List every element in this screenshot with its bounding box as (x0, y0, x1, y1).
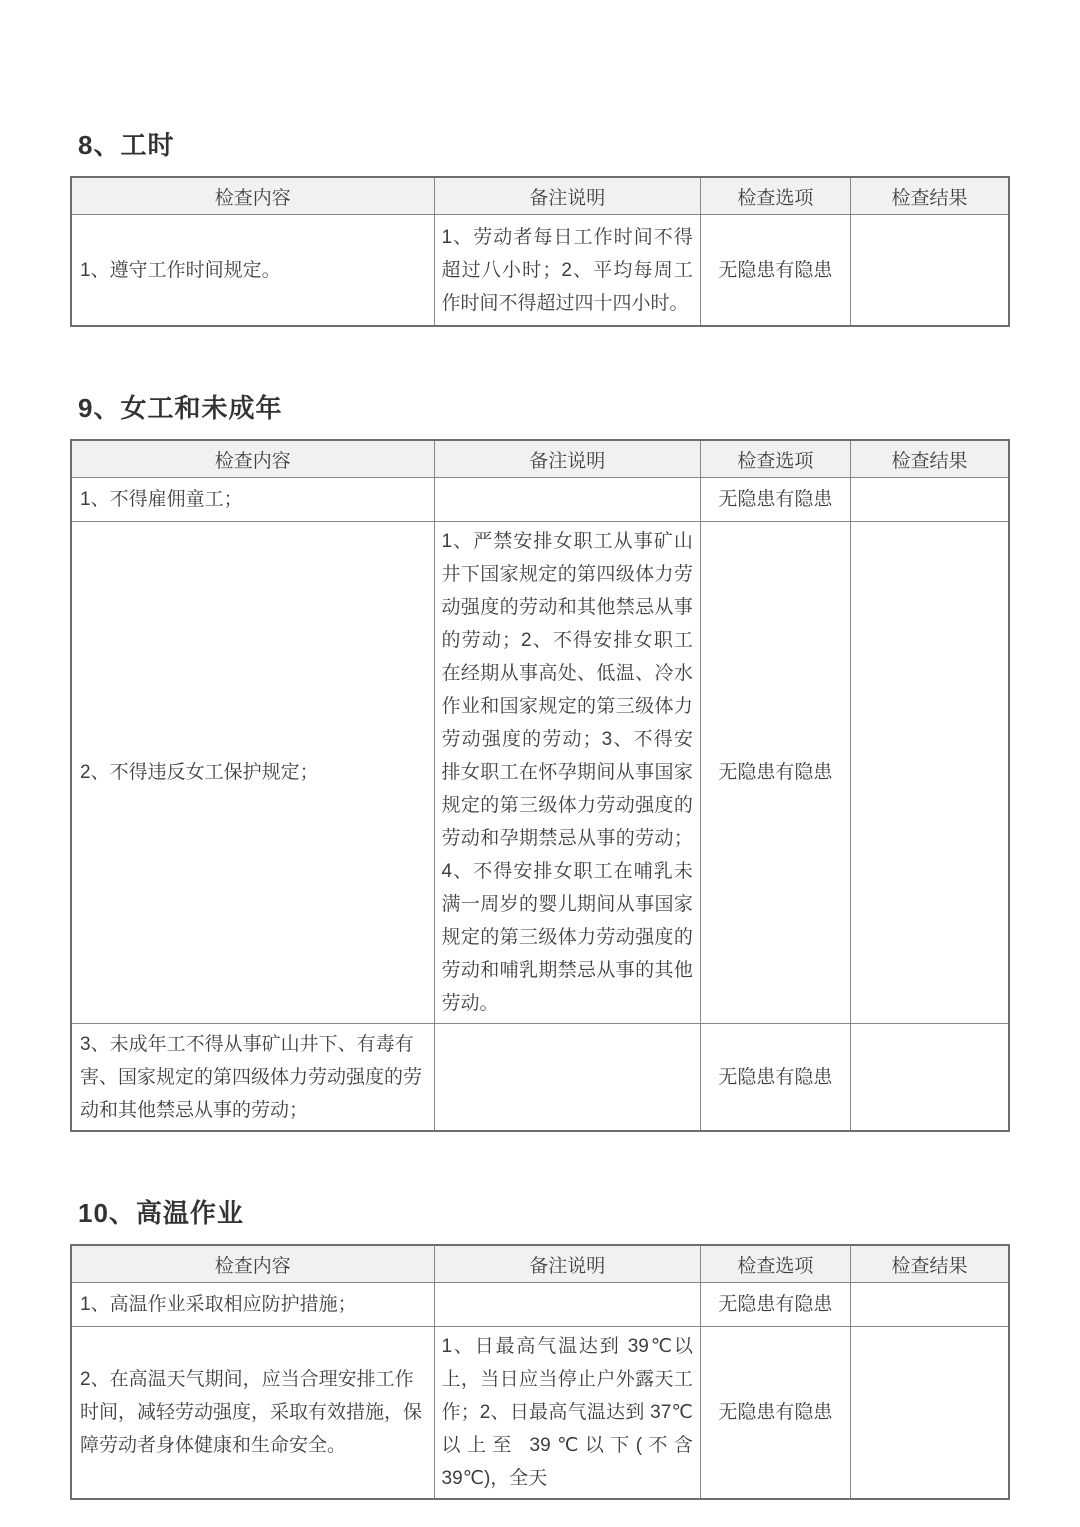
column-header-remark: 备注说明 (434, 440, 700, 478)
cell-options: 无隐患有隐患 (700, 522, 850, 1024)
column-header-result: 检查结果 (850, 440, 1009, 478)
table-row (71, 1024, 1009, 1132)
cell-remark: 1、劳动者每日工作时间不得超过八小时；2、平均每周工作时间不得超过四十四小时。 (434, 215, 700, 327)
table-row (71, 478, 1009, 522)
inspection-table-high-temperature-work (70, 1244, 1010, 1500)
inspection-table-female-and-minor-workers (70, 439, 1010, 1132)
inspection-table-work-hours (70, 176, 1010, 327)
table-row (71, 1283, 1009, 1327)
table-row (71, 522, 1009, 1024)
cell-result (850, 522, 1009, 1024)
cell-result (850, 1024, 1009, 1132)
cell-remark (434, 478, 700, 522)
section-title-high-temperature-work: 10、高温作业 (78, 1198, 244, 1228)
column-header-options: 检查选项 (700, 177, 850, 215)
column-header-result: 检查结果 (850, 1245, 1009, 1283)
cell-content: 2、不得违反女工保护规定； (71, 522, 434, 1024)
cell-result (850, 478, 1009, 522)
column-header-remark: 备注说明 (434, 177, 700, 215)
cell-remark: 1、严禁安排女职工从事矿山井下国家规定的第四级体力劳动强度的劳动和其他禁忌从事的劳动；2、不得安排女职工在经期从事高处、低温、冷水作业和国家规定的第三级体力劳动强度的劳动；3、不得安排女职工在怀孕期间从事国家规定的第三级体力劳动强度的劳动和孕期禁忌从事的劳动；4、不得安排女职工在哺乳未满一周岁的婴儿期间从事国家规定的第三级体力劳动强度的劳动和哺乳期禁忌从事的其他劳动。 (434, 522, 700, 1024)
table-header-row (71, 1245, 1009, 1283)
table-row (71, 215, 1009, 327)
cell-options: 无隐患有隐患 (700, 215, 850, 327)
cell-result (850, 1327, 1009, 1500)
table-header-row (71, 440, 1009, 478)
document-page (70, 0, 1010, 1500)
cell-content: 1、高温作业采取相应防护措施； (71, 1283, 434, 1327)
cell-options: 无隐患有隐患 (700, 1024, 850, 1132)
cell-options: 无隐患有隐患 (700, 478, 850, 522)
column-header-content: 检查内容 (71, 1245, 434, 1283)
cell-content: 3、未成年工不得从事矿山井下、有毒有害、国家规定的第四级体力劳动强度的劳动和其他禁忌从事的劳动； (71, 1024, 434, 1132)
cell-remark (434, 1283, 700, 1327)
cell-options: 无隐患有隐患 (700, 1327, 850, 1500)
column-header-result: 检查结果 (850, 177, 1009, 215)
column-header-remark: 备注说明 (434, 1245, 700, 1283)
cell-result (850, 1283, 1009, 1327)
cell-options: 无隐患有隐患 (700, 1283, 850, 1327)
table-row (71, 1327, 1009, 1500)
section-high-temperature-work (70, 1196, 1010, 1500)
cell-remark: 1、日最高气温达到 39℃以上，当日应当停止户外露天工作；2、日最高气温达到 37℃以上至 39℃以下(不含 39℃)，全天 (434, 1327, 700, 1500)
column-header-options: 检查选项 (700, 440, 850, 478)
column-header-content: 检查内容 (71, 440, 434, 478)
column-header-content: 检查内容 (71, 177, 434, 215)
cell-content: 1、遵守工作时间规定。 (71, 215, 434, 327)
section-work-hours (70, 128, 1010, 327)
cell-remark (434, 1024, 700, 1132)
section-female-and-minor-workers (70, 391, 1010, 1132)
cell-content: 2、在高温天气期间，应当合理安排工作时间，减轻劳动强度，采取有效措施，保障劳动者身体健康和生命安全。 (71, 1327, 434, 1500)
section-title-female-and-minor-workers: 9、女工和未成年 (78, 393, 283, 423)
cell-content: 1、不得雇佣童工； (71, 478, 434, 522)
section-title-work-hours: 8、工时 (78, 130, 175, 160)
table-header-row (71, 177, 1009, 215)
column-header-options: 检查选项 (700, 1245, 850, 1283)
cell-result (850, 215, 1009, 327)
